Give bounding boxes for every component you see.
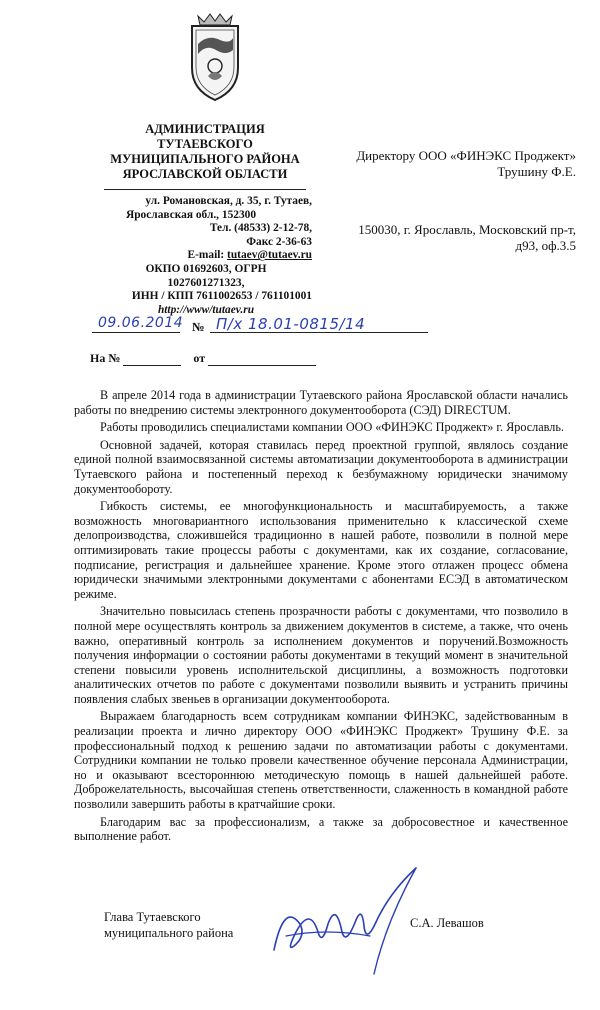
sender-divider <box>104 189 306 190</box>
sender-address-line: ул. Романовская, д. 35, г. Тутаев, <box>145 195 312 207</box>
body-paragraph: Работы проводились специалистами компании ООО «ФИНЭКС Проджект» г. Ярославль. <box>100 420 564 435</box>
date-underline <box>92 332 180 333</box>
sender-organization <box>88 122 322 182</box>
email-label: E-mail: <box>187 249 228 262</box>
recipient-address-line: 150030, г. Ярославль, Московский пр-т, <box>358 222 576 237</box>
body-paragraph: Выражаем благодарность всем сотрудникам компании ФИНЭКС, задействованным в реализации проекта и лично директору ООО «ФИНЭКС Проджект» Трушину Ф.Е. за профессиональный подход к решению задачи по автоматизации работы с документами. Сотрудники компании не только провели качественное обучение персонала Администрации, но и оказывают всестороннюю методическую помощь в нашей дальнейшей работе. Доброжелательность, высочайшая степень ответственности, слаженность в командной работе позволили завершить работы в кратчайшие сроки. <box>74 709 568 812</box>
sender-ogrn: 1027601271323, <box>167 276 245 289</box>
recipient-name: Трушину Ф.Е. <box>497 164 576 179</box>
handwritten-number: П/х 18.01-0815/14 <box>216 315 366 333</box>
sender-email-line <box>100 249 312 263</box>
body-paragraph: Значительно повысилась степень прозрачности работы с документами, что позволило в полной мере осуществлять контроль за движением документов в системе, а также, что очень важно, оперативный контроль за исполнением документов и поручений.Возможность получения информации о состоянии работы документами в текущий момент в значительной степени повысили уровень исполнительской дисциплины, а возможность подготовки аналитических отчетов по работе с документами позволили выявить и устранить причины появления слабых звеньев в организации документооборота. <box>74 604 568 706</box>
body-paragraph: Основной задачей, которая ставилась перед проектной группой, являлось создание единой полной взаимосвязанной системы автоматизации документооборота в администрации Тутаевского района и постепенный переход к безбумажному юридически значимому документообороту. <box>74 437 568 496</box>
body-paragraph: Благодарим вас за профессионализм, а также за добросовестное и качественное выполнение работ. <box>74 814 568 844</box>
number-underline <box>210 332 428 333</box>
sender-okpo: ОКПО 01692603, ОГРН <box>145 262 267 275</box>
sender-line: ТУТАЕВСКОГО <box>157 137 253 151</box>
position-line: муниципального района <box>104 926 234 940</box>
sender-line: МУНИЦИПАЛЬНОГО РАЙОНА <box>110 152 300 166</box>
reply-date-blank <box>208 353 316 366</box>
body-paragraph: В апреле 2014 года в администрации Тутаевского района Ярославской области начались работы по внедрению системы электронного документооборота (СЭД) DIRECTUM. <box>74 388 568 417</box>
number-label: № <box>192 320 205 334</box>
sender-website[interactable]: http://www/tutaev.ru <box>157 303 255 316</box>
signatory-position <box>104 909 233 941</box>
sender-phone: Тел. (48533) 2-12-78, <box>209 222 312 235</box>
recipient-block <box>340 148 576 180</box>
signatory-name: С.А. Левашов <box>410 916 484 930</box>
sender-line: ЯРОСЛАВСКОЙ ОБЛАСТИ <box>122 167 288 181</box>
sender-contacts <box>100 195 312 317</box>
position-line: Глава Тутаевского <box>104 910 201 924</box>
sender-inn: ИНН / КПП 7611002653 / 761101001 <box>131 290 312 303</box>
handwritten-date: 09.06.2014 <box>98 315 184 331</box>
email-link[interactable]: tutaev@tutaev.ru <box>227 249 312 262</box>
coat-of-arms-emblem <box>186 10 244 104</box>
reply-number-blank <box>123 353 181 366</box>
sender-fax: Факс 2-36-63 <box>246 235 312 248</box>
body-paragraph: Гибкость системы, ее многофункциональность и масштабируемость, а также возможность многовариантного использования применительно к классической схеме делопроизводства, сложившейся традиционно в нашей работе, позволили в полной мере оптимизировать такие процессы работы с документами, как их создание, согласование, подписание, регистрация и дальнейшее хранение. Кроме этого отлажен процесс обмена юридически значимыми электронными документами с абонентами ЕСЭД в автоматическом режиме. <box>74 499 568 601</box>
reply-reference <box>90 351 316 366</box>
recipient-title: Директору ООО «ФИНЭКС Проджект» <box>356 148 576 163</box>
recipient-address <box>340 222 576 254</box>
sender-line: АДМИНИСТРАЦИЯ <box>145 122 265 136</box>
recipient-address-line: д93, оф.3.5 <box>515 238 576 253</box>
reply-label: На № <box>90 351 121 365</box>
handwritten-signature <box>266 862 426 980</box>
from-label: от <box>193 351 206 365</box>
letter-body <box>74 388 568 847</box>
sender-address-line: Ярославская обл., 152300 <box>126 208 257 221</box>
